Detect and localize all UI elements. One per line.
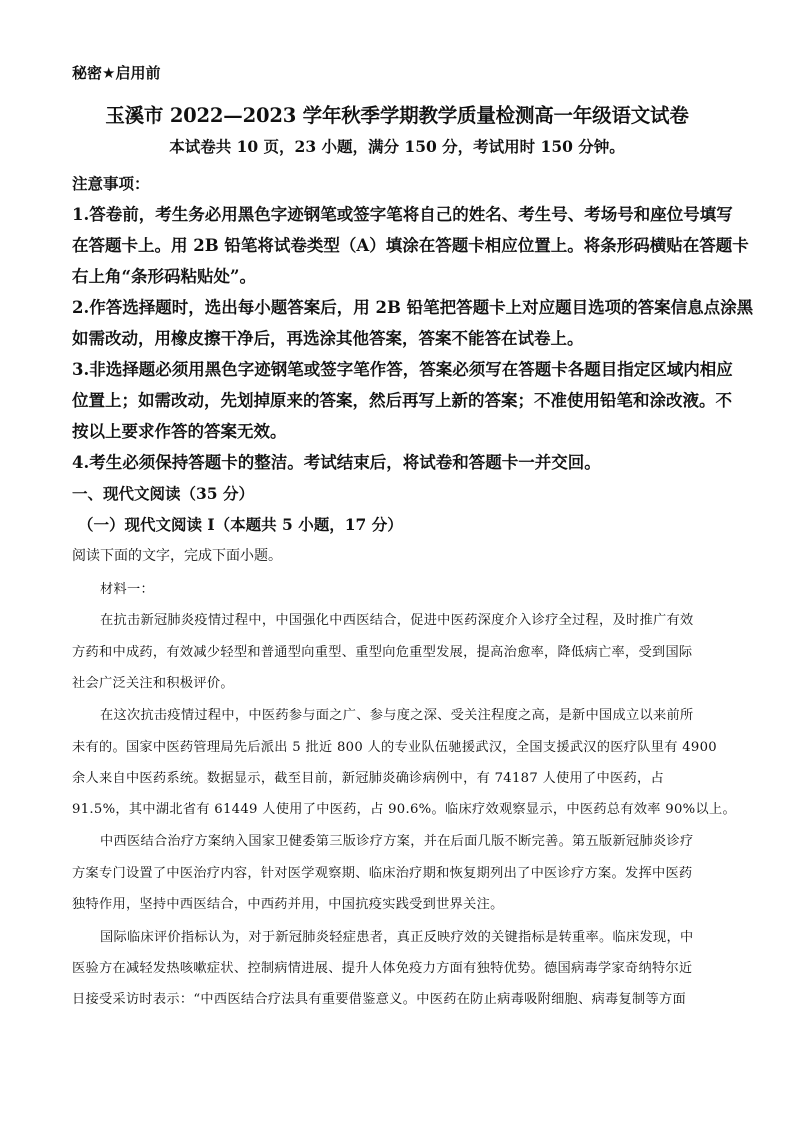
notice-line-1: 1.答卷前，考生务必用黑色字迹钢笔或签字笔将自己的姓名、考生号、考场号和座位号填写 <box>72 205 733 224</box>
body-line-1: 在抗击新冠肺炎疫情过程中，中国强化中西医结合，促进中医药深度介入诊疗全过程，及时推广有效 <box>100 613 694 628</box>
body-line-8: 中西医结合治疗方案纳入国家卫健委第三版诊疗方案，并在后面几版不断完善。第五版新冠肺炎诊疗 <box>100 834 694 849</box>
body-line-7: 91.5%，其中湖北省有 61449 人使用了中医药，占 90.6%。临床疗效观察显示，中医药总有效率 90%以上。 <box>72 802 736 817</box>
exam-title: 玉溪市 2022—2023 学年秋季学期教学质量检测高一年级语文试卷 <box>105 104 689 127</box>
body-line-11: 国际临床评价指标认为，对于新冠肺炎轻症患者，真正反映疗效的关键指标是转重率。临床发现，中 <box>100 930 694 945</box>
secret-mark: 秘密★启用前 <box>72 64 161 82</box>
material-label: 材料一： <box>100 582 154 597</box>
notice-line-3: 右上角“条形码粘贴处”。 <box>72 267 256 286</box>
part-one-title: 一、现代文阅读（35 分） <box>72 484 254 503</box>
notice-line-8: 按以上要求作答的答案无效。 <box>72 422 287 441</box>
body-line-10: 独特作用，坚持中西医结合，中西药并用，中国抗疫实践受到世界关注。 <box>72 897 504 912</box>
notice-line-7: 位置上；如需改动，先划掉原来的答案，然后再写上新的答案；不准使用铅笔和涂改液。不 <box>72 391 732 410</box>
notice-line-6: 3.非选择题必须用黑色字迹钢笔或签字笔作答，答案必须写在答题卡各题目指定区域内相应 <box>72 360 733 379</box>
body-line-9: 方案专门设置了中医治疗内容，针对医学观察期、临床治疗期和恢复期列出了中医诊疗方案。发挥中医药 <box>72 866 693 881</box>
body-line-4: 在这次抗击疫情过程中，中医药参与面之广、参与度之深、受关注程度之高，是新中国成立以来前所 <box>100 708 694 723</box>
body-line-3: 社会广泛关注和积极评价。 <box>72 676 234 691</box>
notice-line-9: 4.考生必须保持答题卡的整洁。考试结束后，将试卷和答题卡一并交回。 <box>72 453 601 472</box>
body-line-6: 余人来自中医药系统。数据显示，截至目前，新冠肺炎确诊病例中，有 74187 人使用了中医药，占 <box>72 771 664 786</box>
reading-one-title: （一）现代文阅读 I（本题共 5 小题，17 分） <box>78 515 403 534</box>
body-line-13: 日接受采访时表示：“中西医结合疗法具有重要借鉴意义。中医药在防止病毒吸附细胞、病毒复制等方面 <box>72 992 686 1007</box>
notice-line-5: 如需改动，用橡皮擦干净后，再选涂其他答案，答案不能答在试卷上。 <box>72 329 584 348</box>
exam-subtitle: 本试卷共 10 页，23 小题，满分 150 分，考试用时 150 分钟。 <box>169 137 625 156</box>
notice-heading: 注意事项： <box>72 174 150 193</box>
notice-line-4: 2.作答选择题时，选出每小题答案后，用 2B 铅笔把答题卡上对应题目选项的答案信息点涂黑 <box>72 298 754 317</box>
body-line-5: 未有的。国家中医药管理局先后派出 5 批近 800 人的专业队伍驰援武汉，全国支援武汉的医疗队里有 4900 <box>72 740 717 755</box>
reading-instruction: 阅读下面的文字，完成下面小题。 <box>72 548 282 564</box>
notice-line-2: 在答题卡上。用 2B 铅笔将试卷类型（A）填涂在答题卡相应位置上。将条形码横贴在答题卡 <box>72 236 749 255</box>
body-line-2: 方药和中成药，有效减少轻型和普通型向重型、重型向危重型发展，提高治愈率，降低病亡率，受到国际 <box>72 645 693 660</box>
body-line-12: 医验方在减轻发热咳嗽症状、控制病情进展、提升人体免疫力方面有独特优势。德国病毒学家奇纳特尔近 <box>72 961 693 976</box>
